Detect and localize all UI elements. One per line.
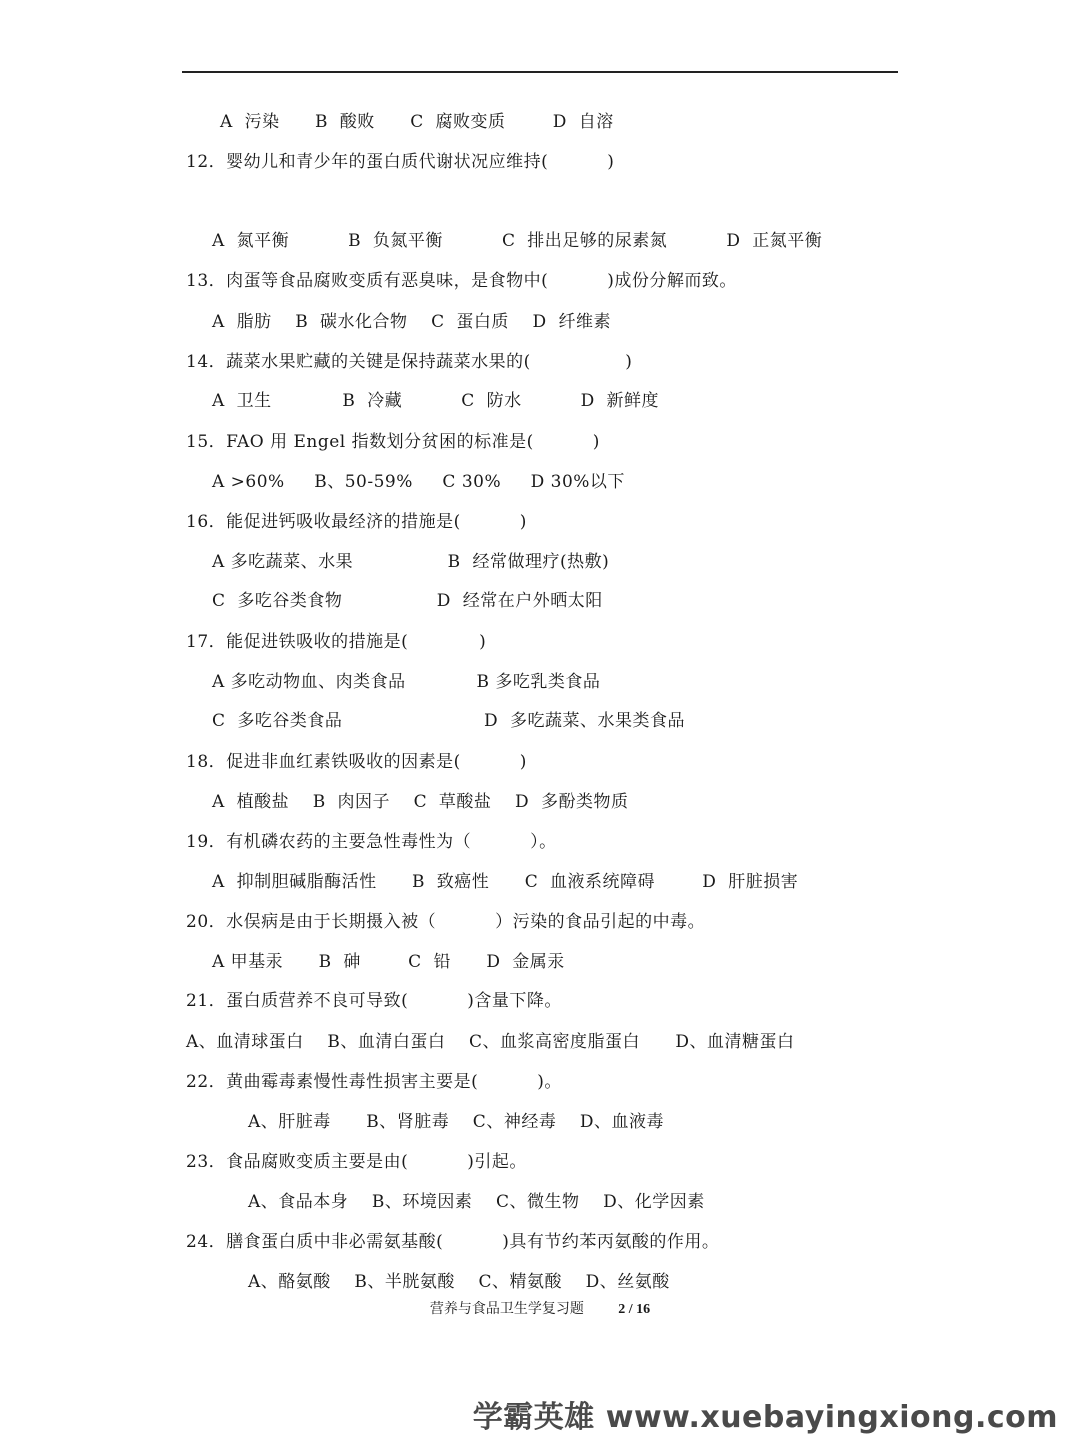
q20-stem: 20．水俣病是由于长期摄入被（ ）污染的食品引起的中毒。	[186, 912, 706, 932]
q23-options: A、食品本身 B、环境因素 C、微生物 D、化学因素	[248, 1192, 705, 1212]
q13-stem: 13．肉蛋等食品腐败变质有恶臭味，是食物中( )成份分解而致。	[186, 271, 737, 291]
q18-stem: 18．促进非血红素铁吸收的因素是( )	[186, 752, 527, 772]
footer-title: 营养与食品卫生学复习题	[429, 1301, 584, 1317]
q11-options: A 污染 B 酸败 C 腐败变质 D 自溶	[220, 112, 614, 132]
q12-options: A 氮平衡 B 负氮平衡 C 排出足够的尿素氮 D 正氮平衡	[212, 231, 823, 251]
q22-stem: 22．黄曲霉毒素慢性毒性损害主要是( )。	[186, 1072, 562, 1092]
q16-stem: 16．能促进钙吸收最经济的措施是( )	[186, 512, 527, 532]
watermark: 学霸英雄 www.xuebayingxiong.com	[472, 1400, 1058, 1435]
q19-options: A 抑制胆碱脂酶活性 B 致癌性 C 血液系统障碍 D 肝脏损害	[212, 872, 799, 892]
q16-options-ab: A 多吃蔬菜、水果 B 经常做理疗(热敷)	[212, 552, 610, 572]
q17-stem: 17．能促进铁吸收的措施是( )	[186, 632, 487, 652]
q14-stem: 14．蔬菜水果贮藏的关键是保持蔬菜水果的( )	[186, 352, 633, 372]
header-rule	[182, 71, 898, 73]
q23-stem: 23．食品腐败变质主要是由( )引起。	[186, 1152, 527, 1172]
q24-options: A、酪氨酸 B、半胱氨酸 C、精氨酸 D、丝氨酸	[248, 1272, 670, 1292]
q22-options: A、肝脏毒 B、肾脏毒 C、神经毒 D、血液毒	[248, 1112, 665, 1132]
q12-stem: 12．婴幼儿和青少年的蛋白质代谢状况应维持( )	[186, 152, 615, 172]
q15-options: A >60% B、50-59% C 30% D 30%以下	[212, 472, 625, 492]
q21-options: A、血清球蛋白 B、血清白蛋白 C、血浆高密度脂蛋白 D、血清糖蛋白	[186, 1032, 795, 1052]
q14-options: A 卫生 B 冷藏 C 防水 D 新鲜度	[212, 391, 660, 411]
q19-stem: 19．有机磷农药的主要急性毒性为（ ）。	[186, 832, 557, 852]
page-number: 2 / 16	[618, 1302, 651, 1317]
q21-stem: 21．蛋白质营养不良可导致( )含量下降。	[186, 991, 562, 1011]
q17-options-ab: A 多吃动物血、肉类食品 B 多吃乳类食品	[212, 672, 601, 692]
q20-options: A 甲基汞 B 砷 C 铅 D 金属汞	[212, 952, 565, 972]
q18-options: A 植酸盐 B 肉因子 C 草酸盐 D 多酚类物质	[212, 792, 629, 812]
q16-options-cd: C 多吃谷类食物 D 经常在户外晒太阳	[212, 591, 603, 611]
q24-stem: 24．膳食蛋白质中非必需氨基酸( )具有节约苯丙氨酸的作用。	[186, 1232, 720, 1252]
q15-stem: 15．FAO 用 Engel 指数划分贫困的标准是( )	[186, 432, 600, 452]
q17-options-cd: C 多吃谷类食品 D 多吃蔬菜、水果类食品	[212, 711, 685, 731]
page-footer	[0, 1298, 1080, 1318]
q13-options: A 脂肪 B 碳水化合物 C 蛋白质 D 纤维素	[212, 312, 611, 332]
